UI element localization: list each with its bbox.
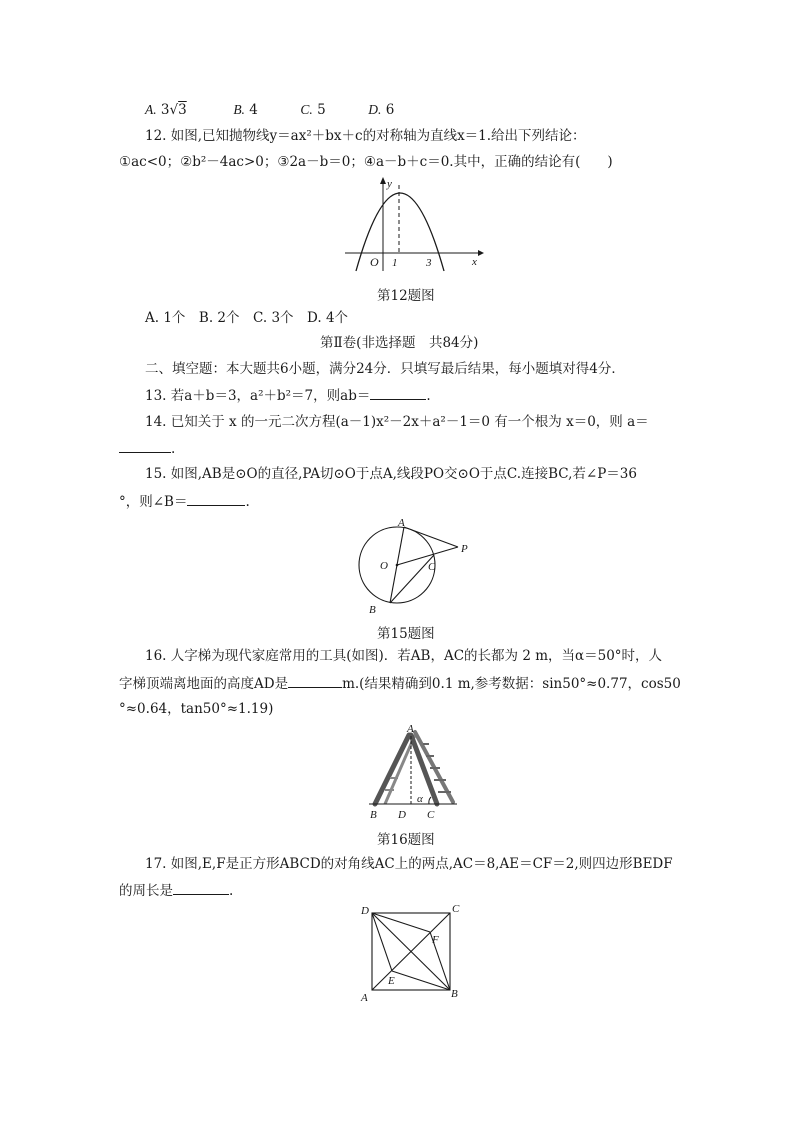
- q16-caption: 第16题图: [377, 832, 435, 848]
- q15-caption: 第15题图: [377, 626, 435, 642]
- q11-option-c-letter: C.: [300, 102, 313, 117]
- q16-label-a: A: [407, 723, 414, 735]
- q17-square-figure: [355, 900, 465, 1005]
- q15-line1: 15. 如图,AB是⊙O的直径,PA切⊙O于点A,线段PO交⊙O于点C.连接BC,若∠P＝36: [145, 466, 637, 482]
- q15-line2: [119, 492, 250, 511]
- q11-option-b-value: 4: [249, 102, 258, 118]
- q17-line2-start: 的周长是: [119, 883, 173, 899]
- q12-x-label: x: [472, 256, 477, 268]
- q11-option-a-radicand: 3: [178, 102, 187, 118]
- q17-label-d: D: [361, 905, 369, 917]
- q11-option-d-letter: D.: [368, 102, 382, 117]
- q17-line1: 17. 如图,E,F是正方形ABCD的对角线AC上的两点,AC＝8,AE＝CF＝2,则四边形BEDF: [145, 856, 673, 872]
- q15-label-a: A: [398, 517, 405, 529]
- q17-label-a: A: [361, 992, 368, 1004]
- q12-origin-label: O: [370, 255, 379, 269]
- q15-end: .: [245, 494, 250, 510]
- sqrt-sign: √: [169, 102, 179, 118]
- q17-label-e: E: [388, 975, 395, 987]
- q13-text: 13. 若a＋b＝3，a²＋b²＝7，则ab＝: [145, 388, 371, 404]
- q16-label-alpha: α: [417, 793, 423, 805]
- q12-tick-3: 3: [426, 257, 432, 269]
- q16-blank: [288, 674, 342, 688]
- q13: [145, 386, 431, 405]
- q12-caption: 第12题图: [377, 288, 435, 304]
- q16-line2-end: m.(结果精确到0.1 m,参考数据：sin50°≈0.77，cos50: [342, 676, 681, 692]
- q12-stem-line2: ①ac<0；②b²－4ac>0；③2a－b＝0；④a－b＋c＝0.其中，正确的结论有( ): [119, 154, 613, 170]
- q11-option-a-value: 3: [160, 102, 170, 118]
- q16-line3: °≈0.64，tan50°≈1.19): [119, 701, 274, 717]
- q11-options: [145, 101, 394, 119]
- q17-label-b: B: [451, 988, 458, 1000]
- q12-stem-line1: 12. 如图,已知抛物线y＝ax²＋bx＋c的对称轴为直线x＝1.给出下列结论：: [145, 128, 586, 144]
- q12-parabola-figure: [340, 175, 490, 275]
- q16-line1: 16. 人字梯为现代家庭常用的工具(如图)．若AB，AC的长都为 2 m，当α＝50°时，人: [145, 648, 663, 664]
- q11-option-a-letter: A.: [145, 102, 157, 117]
- q13-blank: [370, 386, 426, 400]
- q15-label-p: P: [461, 543, 468, 555]
- q15-line2-start: °，则∠B＝: [119, 494, 188, 510]
- q11-option-b-letter: B.: [233, 102, 245, 117]
- q15-blank: [187, 492, 245, 506]
- q15-label-o: O: [380, 560, 388, 572]
- q17-line2: [119, 881, 233, 900]
- q17-label-c: C: [452, 903, 460, 915]
- q17-end: .: [229, 883, 234, 899]
- q16-label-c: C: [427, 809, 435, 821]
- q17-label-f: F: [432, 934, 439, 946]
- q14-end: .: [171, 441, 176, 457]
- q11-option-d-value: 6: [385, 102, 395, 118]
- q12-tick-1: 1: [392, 257, 398, 269]
- q15-label-b: B: [369, 604, 376, 616]
- q14-blank: [119, 439, 171, 453]
- q14-line2: [119, 439, 175, 458]
- section2-instructions: 二、填空题：本大题共6小题，满分24分．只填写最后结果，每小题填对得4分．: [145, 361, 625, 377]
- q17-blank: [173, 881, 229, 895]
- q16-label-b: B: [370, 809, 377, 821]
- q13-end: .: [426, 388, 431, 404]
- q15-circle-figure: [350, 515, 480, 615]
- q16-label-d: D: [398, 809, 406, 821]
- q16-line2-start: 字梯顶端离地面的高度AD是: [119, 676, 289, 692]
- q16-ladder-figure: [365, 722, 465, 822]
- q11-option-c-value: 5: [317, 102, 326, 118]
- q15-label-c: C: [428, 561, 436, 573]
- q16-line2: [119, 674, 681, 693]
- q12-y-label: y: [387, 178, 392, 190]
- q14-line1: 14. 已知关于 x 的一元二次方程(a－1)x²－2x＋a²－1＝0 有一个根为 x＝0，则 a＝: [145, 414, 649, 430]
- part2-title: 第Ⅱ卷(非选择题 共84分): [320, 335, 479, 351]
- q12-options: A. 1个 B. 2个 C. 3个 D. 4个: [145, 310, 349, 326]
